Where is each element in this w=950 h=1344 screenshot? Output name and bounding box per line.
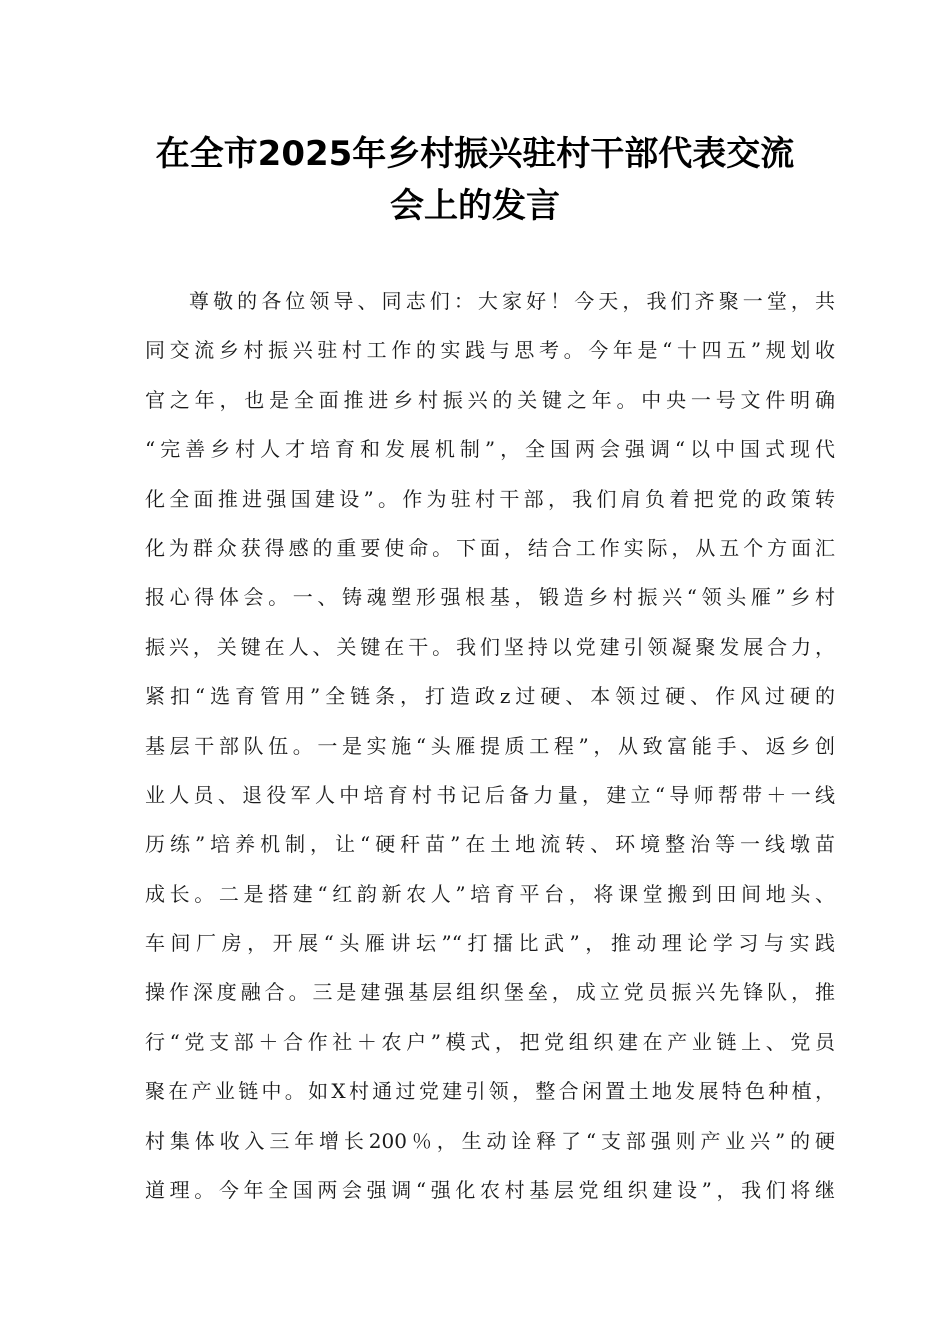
- body-line: 报心得体会。一、铸魂塑形强根基，锻造乡村振兴“领头雁”乡村: [145, 585, 835, 610]
- title-line-2: 会上的发言: [390, 186, 560, 226]
- body-line: 化为群众获得感的重要使命。下面，结合工作实际，从五个方面汇: [145, 535, 835, 560]
- body-line: 尊敬的各位领导、同志们：大家好！今天，我们齐聚一堂，共: [189, 289, 835, 313]
- body-line: 基层干部队伍。一是实施“头雁提质工程”，从致富能手、返乡创: [145, 733, 835, 758]
- document-title: [120, 128, 830, 232]
- body-line: 同交流乡村振兴驻村工作的实践与思考。今年是“十四五”规划收: [145, 338, 835, 363]
- body-line: 业人员、退役军人中培育村书记后备力量，建立“导师帮带＋一线: [145, 782, 835, 807]
- body-line: “完善乡村人才培育和发展机制”，全国两会强调“以中国式现代: [145, 437, 835, 462]
- body-line: 官之年，也是全面推进乡村振兴的关键之年。中央一号文件明确: [145, 387, 835, 412]
- body-line: 振兴，关键在人、关键在干。我们坚持以党建引领凝聚发展合力，: [145, 634, 835, 659]
- body-line: 行“党支部＋合作社＋农户”模式，把党组织建在产业链上、党员: [145, 1029, 835, 1054]
- body-line: 历练”培养机制，让“硬秆苗”在土地流转、环境整治等一线墩苗: [145, 832, 835, 857]
- title-line-1: 在全市2025年乡村振兴驻村干部代表交流: [155, 134, 795, 174]
- body-line: 紧扣“选育管用”全链条，打造政z过硬、本领过硬、作风过硬的: [145, 684, 835, 709]
- body-line: 村集体收入三年增长200％，生动诠释了“支部强则产业兴”的硬: [145, 1128, 835, 1153]
- body-line: 化全面推进强国建设”。作为驻村干部，我们肩负着把党的政策转: [145, 486, 835, 511]
- body-line: 成长。二是搭建“红韵新农人”培育平台，将课堂搬到田间地头、: [145, 881, 835, 906]
- body-line: 道理。今年全国两会强调“强化农村基层党组织建设”，我们将继: [145, 1178, 835, 1203]
- body-line: 聚在产业链中。如X村通过党建引领，整合闲置土地发展特色种植，: [145, 1079, 835, 1104]
- document-body: [145, 277, 835, 1215]
- body-line: 车间厂房，开展“头雁讲坛”“打擂比武”，推动理论学习与实践: [145, 931, 835, 956]
- body-line: 操作深度融合。三是建强基层组织堡垒，成立党员振兴先锋队，推: [145, 980, 835, 1005]
